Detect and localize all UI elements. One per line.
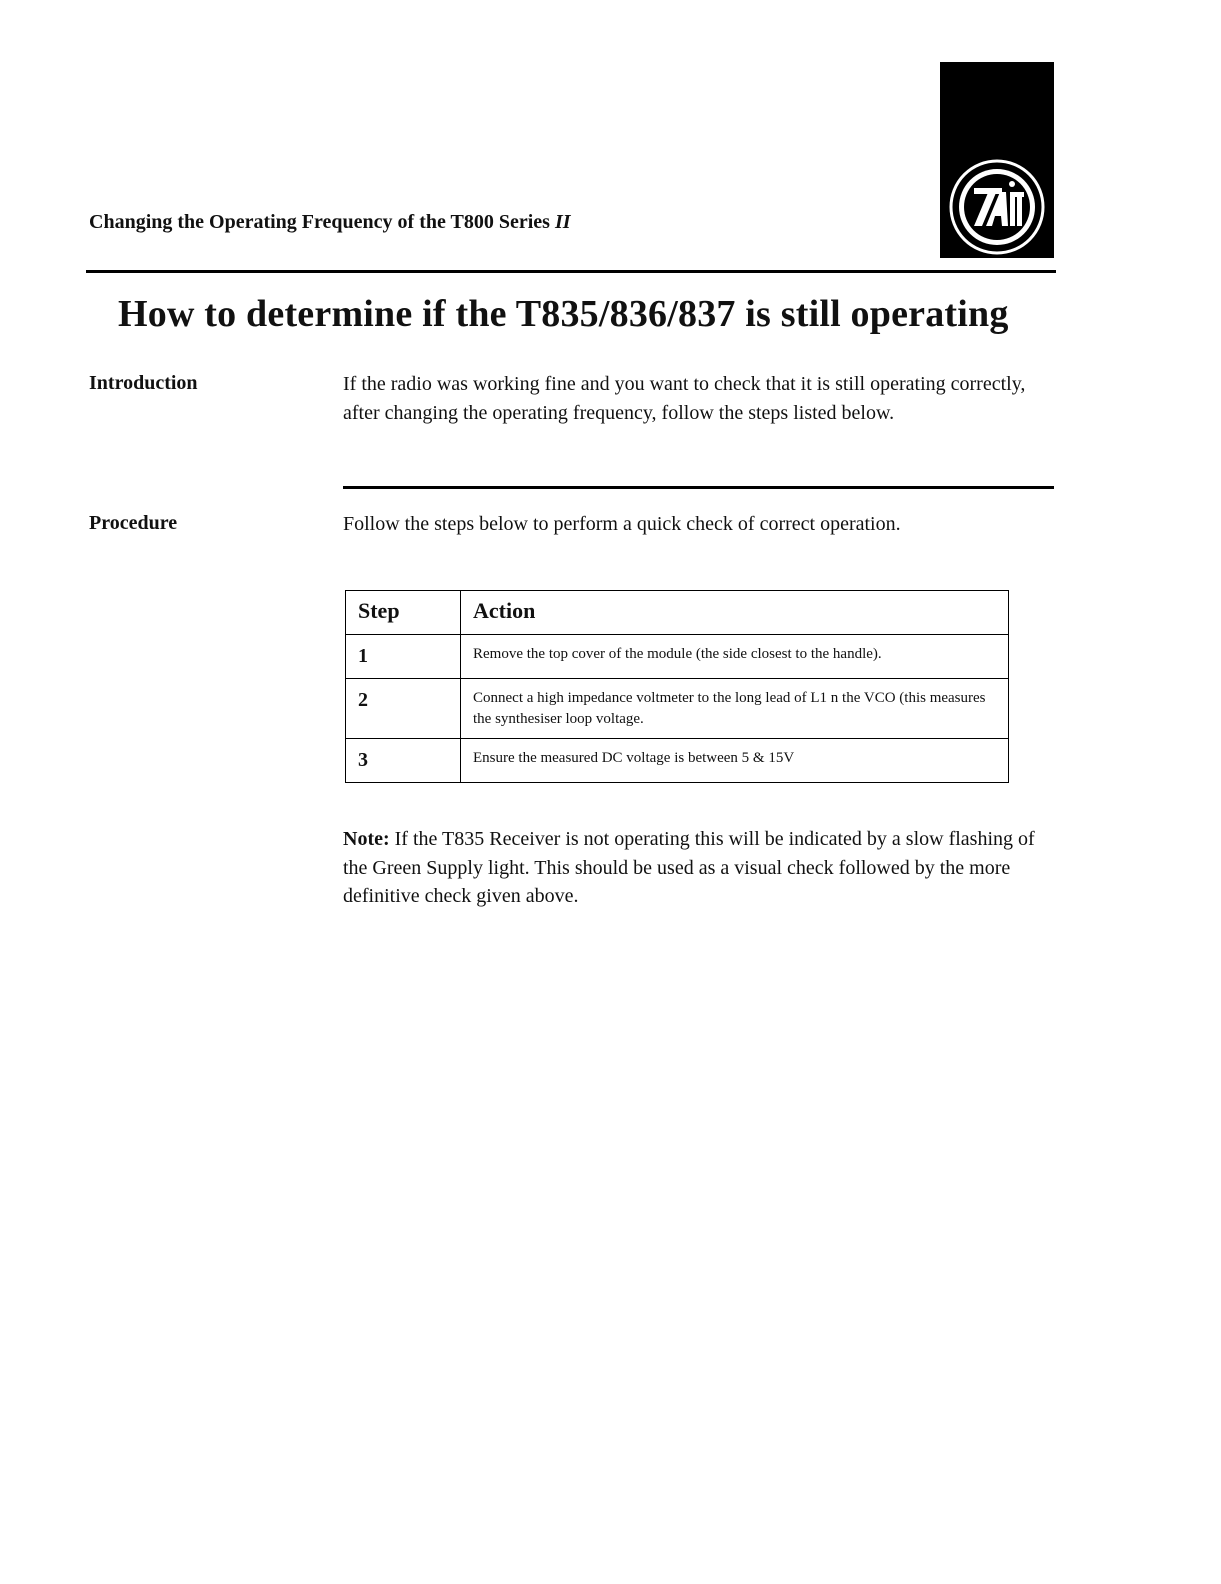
header-divider	[86, 270, 1056, 273]
step-number: 2	[346, 679, 461, 739]
table-header-row	[346, 591, 1009, 635]
table-row	[346, 679, 1009, 739]
table-row	[346, 635, 1009, 679]
logo-block	[940, 62, 1054, 258]
action-column-header: Action	[461, 591, 1009, 635]
note-text: If the T835 Receiver is not operating this will be indicated by a slow flashing of the Green Supply light. This should be used as a visual check followed by the more definitive check given above.	[343, 828, 1035, 907]
header-series-suffix: II	[554, 211, 571, 233]
note-paragraph	[343, 825, 1043, 911]
introduction-text: If the radio was working fine and you want to check that it is still operating correctly, after changing the operating frequency, follow the steps listed below.	[343, 373, 1026, 424]
note-label: Note:	[343, 828, 390, 850]
step-action: Connect a high impedance voltmeter to the long lead of L1 n the VCO (this measures the synthesiser loop voltage.	[461, 679, 1009, 739]
header-title-text: Changing the Operating Frequency of the T800 Series	[89, 211, 550, 233]
step-column-header: Step	[346, 591, 461, 635]
step-action: Ensure the measured DC voltage is between 5 & 15V	[461, 739, 1009, 783]
step-number: 1	[346, 635, 461, 679]
procedure-steps-table	[345, 590, 1009, 783]
procedure-text: Follow the steps below to perform a quick check of correct operation.	[343, 513, 901, 535]
procedure-label: Procedure	[89, 512, 178, 534]
document-header-title	[89, 211, 571, 234]
step-number: 3	[346, 739, 461, 783]
tait-logo-icon	[948, 158, 1046, 256]
section-divider	[343, 486, 1054, 489]
step-action: Remove the top cover of the module (the side closest to the handle).	[461, 635, 1009, 679]
table-row	[346, 739, 1009, 783]
page-title: How to determine if the T835/836/837 is still operating	[118, 293, 1009, 335]
introduction-label: Introduction	[89, 372, 198, 394]
